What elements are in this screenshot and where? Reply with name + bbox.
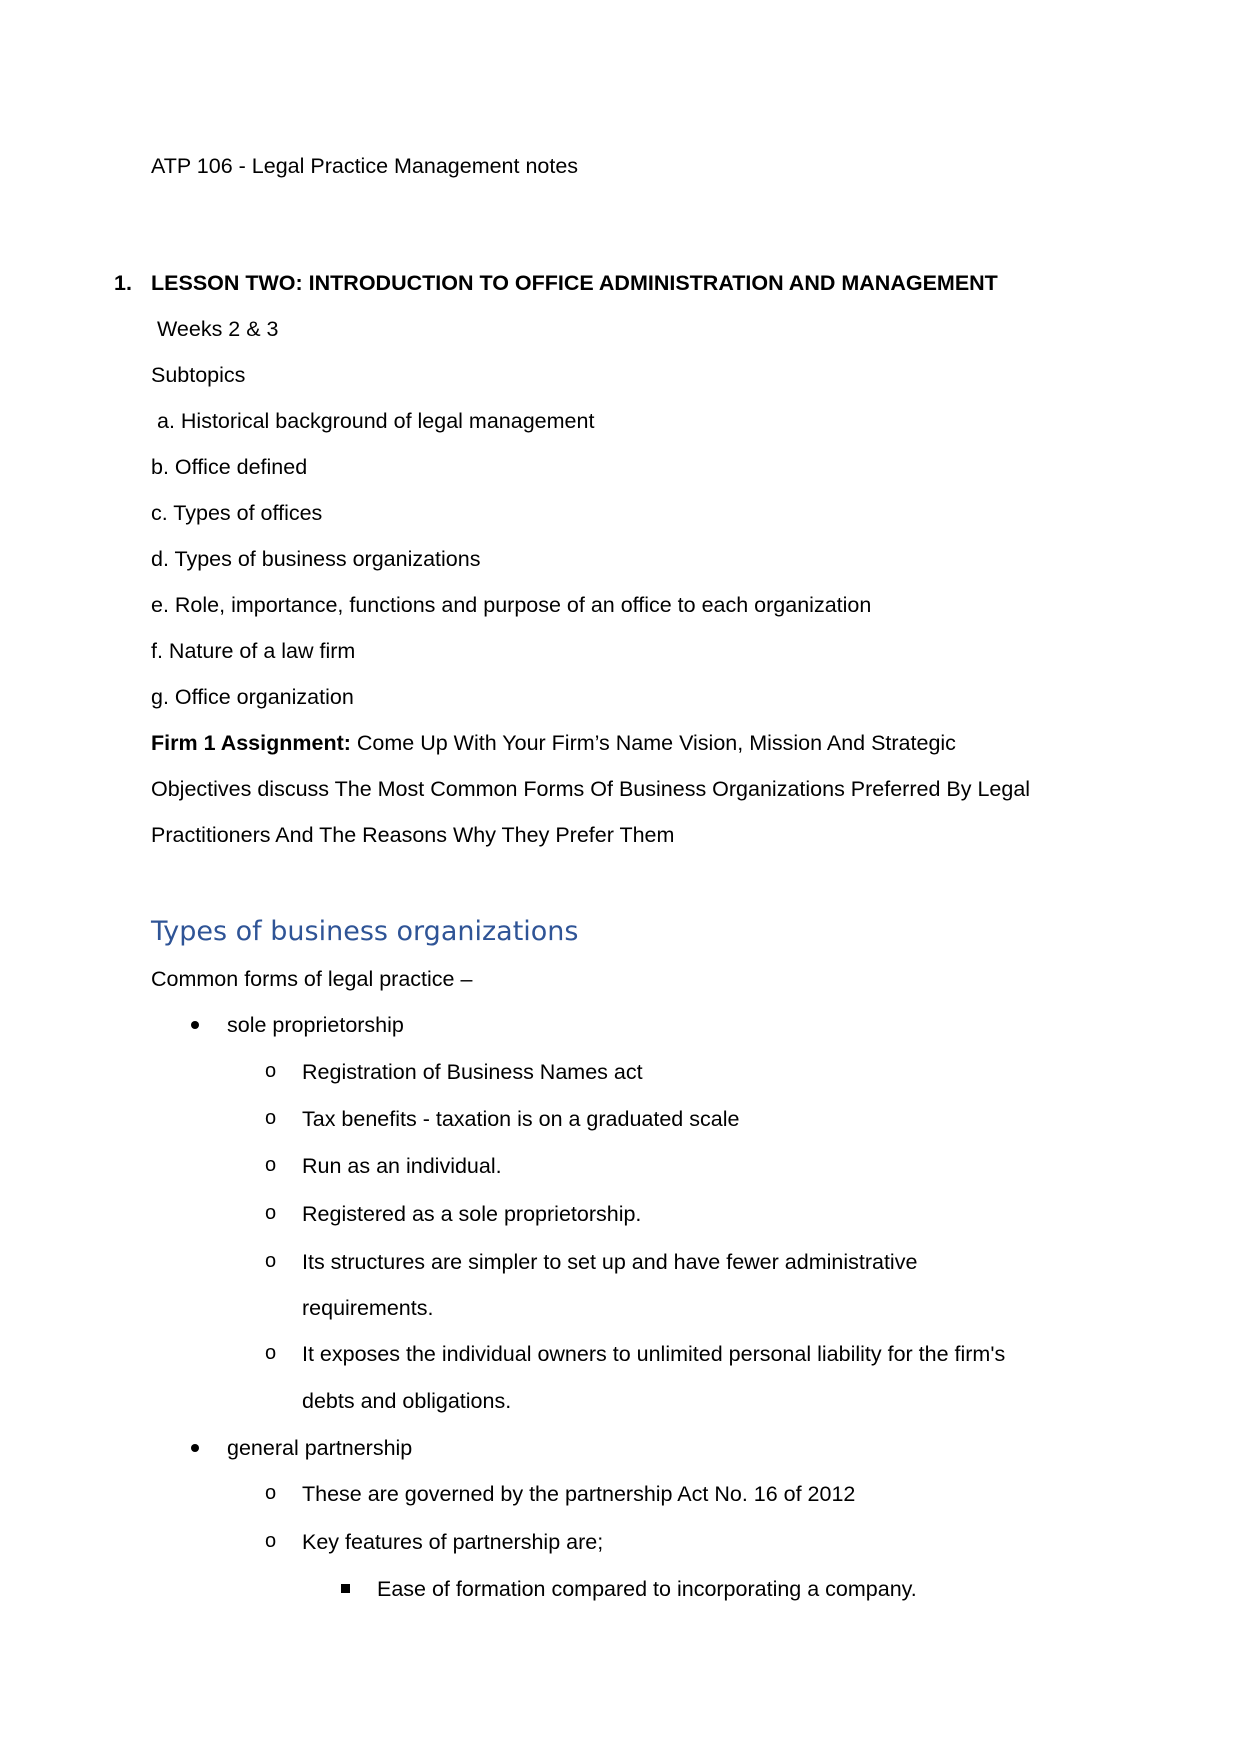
circle-bullet-icon: o — [265, 1107, 277, 1129]
bullet-dot-icon — [191, 1021, 199, 1029]
section-heading: Types of business organizations — [151, 916, 579, 947]
assignment-text: Come Up With Your Firm’s Name Vision, Mission And Strategic — [350, 731, 956, 755]
assignment-label: Firm 1 Assignment: — [151, 731, 351, 755]
form-point: It exposes the individual owners to unlimited personal liability for the firm's — [302, 1342, 1006, 1366]
circle-bullet-icon: o — [265, 1482, 277, 1504]
circle-bullet-icon: o — [265, 1530, 277, 1552]
section-intro: Common forms of legal practice – — [151, 967, 473, 991]
partnership-feature: Ease of formation compared to incorporating a company. — [377, 1577, 917, 1601]
form-point: Key features of partnership are; — [302, 1530, 604, 1554]
form-name: sole proprietorship — [227, 1013, 404, 1037]
subtopic-item: a. Historical background of legal management — [157, 409, 595, 433]
form-point: Its structures are simpler to set up and have fewer administrative — [302, 1250, 918, 1274]
bullet-dot-icon — [191, 1444, 199, 1452]
lesson-number: 1. — [114, 271, 132, 295]
subtopic-item: e. Role, importance, functions and purpose of an office to each organization — [151, 593, 872, 617]
square-bullet-icon — [341, 1584, 350, 1593]
circle-bullet-icon: o — [265, 1342, 277, 1364]
form-name: general partnership — [227, 1436, 413, 1460]
form-point: Run as an individual. — [302, 1154, 502, 1178]
form-point-continued: debts and obligations. — [302, 1389, 512, 1413]
form-point: Registered as a sole proprietorship. — [302, 1202, 642, 1226]
subtopic-item: f. Nature of a law firm — [151, 639, 356, 663]
subtopic-item: g. Office organization — [151, 685, 354, 709]
form-point: Registration of Business Names act — [302, 1060, 643, 1084]
subtopics-label: Subtopics — [151, 363, 246, 387]
subtopic-item: b. Office defined — [151, 455, 308, 479]
form-point: Tax benefits - taxation is on a graduated scale — [302, 1107, 740, 1131]
subtopic-item: d. Types of business organizations — [151, 547, 481, 571]
circle-bullet-icon: o — [265, 1250, 277, 1272]
assignment-text: Practitioners And The Reasons Why They Prefer Them — [151, 823, 675, 847]
circle-bullet-icon: o — [265, 1202, 277, 1224]
form-point-continued: requirements. — [302, 1296, 434, 1320]
assignment-text: Objectives discuss The Most Common Forms Of Business Organizations Preferred By Legal — [151, 777, 1031, 801]
document-title: ATP 106 - Legal Practice Management notes — [151, 154, 579, 178]
subtopic-item: c. Types of offices — [151, 501, 323, 525]
form-point: These are governed by the partnership Act No. 16 of 2012 — [302, 1482, 856, 1506]
lesson-weeks: Weeks 2 & 3 — [157, 317, 279, 341]
circle-bullet-icon: o — [265, 1154, 277, 1176]
assignment-paragraph — [151, 733, 956, 755]
lesson-title: LESSON TWO: INTRODUCTION TO OFFICE ADMINISTRATION AND MANAGEMENT — [151, 271, 998, 295]
circle-bullet-icon: o — [265, 1060, 277, 1082]
